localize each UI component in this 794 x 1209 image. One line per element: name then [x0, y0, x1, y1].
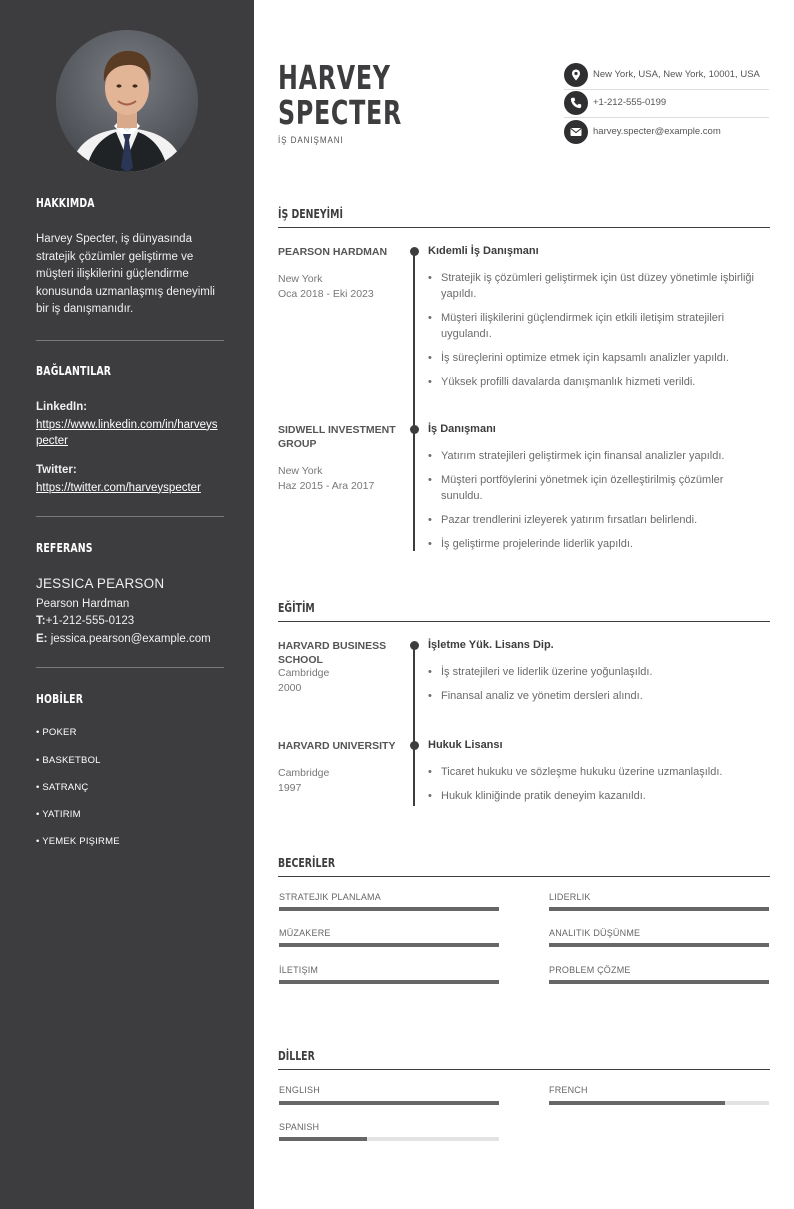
- avatar: [56, 30, 198, 172]
- twitter-block: [36, 462, 220, 496]
- education-bullet: • Ticaret hukuku ve sözleşme hukuku üzerine uzmanlaşıldı.: [428, 764, 758, 780]
- skill-label: İLETIŞIM: [279, 965, 319, 975]
- language-bar-fill: [279, 1101, 499, 1105]
- education-degree: İşletme Yük. Lisans Dip.: [428, 639, 554, 651]
- skill-bar: [549, 907, 769, 911]
- skill-bar-fill: [279, 980, 499, 984]
- education-bullet: • Hukuk kliniğinde pratik deneyim kazanıldı.: [428, 788, 758, 804]
- reference-block: [36, 575, 220, 648]
- education-location: Cambridge: [278, 767, 330, 779]
- experience-bullet: • Yüksek profilli davalarda danışmanlık hizmeti verildi.: [428, 374, 758, 390]
- hobby-item: • SATRANÇ: [36, 782, 89, 793]
- experience-role: İş Danışmanı: [428, 423, 496, 435]
- experience-location: New York: [278, 465, 323, 477]
- reference-company: Pearson Hardman: [36, 597, 130, 610]
- reference-email: jessica.pearson@example.com: [50, 632, 211, 645]
- language-label: ENGLISH: [279, 1085, 320, 1095]
- divider: [36, 667, 224, 668]
- skill-bar-fill: [279, 943, 499, 947]
- education-degree: Hukuk Lisansı: [428, 739, 503, 751]
- divider: [36, 340, 224, 341]
- linkedin-block: [36, 399, 220, 449]
- phone-icon: [564, 91, 588, 115]
- skill-label: STRATEJIK PLANLAMA: [279, 892, 381, 902]
- reference-phone: +1-212-555-0123: [45, 615, 135, 627]
- education-meta: [278, 766, 398, 796]
- experience-role: Kıdemli İş Danışmanı: [428, 245, 539, 257]
- first-name: HARVEY: [278, 58, 391, 97]
- education-bullet: • Finansal analiz ve yönetim dersleri alındı.: [428, 688, 758, 704]
- education-bullet: • İş stratejileri ve liderlik üzerine yoğunlaşıldı.: [428, 664, 758, 680]
- language-bar-fill: [279, 1137, 367, 1141]
- skill-bar: [549, 943, 769, 947]
- hobby-item: • YEMEK PIŞIRME: [36, 836, 120, 847]
- envelope-icon: [564, 120, 588, 144]
- language-bar-fill: [549, 1101, 725, 1105]
- timeline-dot: [410, 425, 419, 434]
- twitter-link[interactable]: https://twitter.com/harveyspecter: [36, 481, 201, 494]
- experience-meta: [278, 464, 398, 494]
- timeline-line: [413, 251, 415, 551]
- experience-bullet: • Stratejik iş çözümleri geliştirmek için üst düzey yönetimle işbirliği yapıldı.: [428, 270, 758, 302]
- contact-address: New York, USA, New York, 10001, USA: [593, 69, 760, 80]
- education-location: Cambridge: [278, 667, 330, 679]
- linkedin-link[interactable]: https://www.linkedin.com/in/harveyspecter: [36, 418, 218, 447]
- skill-bar-fill: [549, 980, 769, 984]
- skills-title: BECERİLER: [278, 856, 336, 870]
- divider: [36, 516, 224, 517]
- location-pin-icon: [564, 63, 588, 87]
- profile-photo: [56, 30, 198, 172]
- language-label: SPANISH: [279, 1122, 320, 1132]
- experience-bullet: • Müşteri portföylerini yönetmek için özelleştirilmiş çözümler sunuldu.: [428, 472, 758, 504]
- experience-location: New York: [278, 273, 323, 285]
- experience-dates: Oca 2018 - Eki 2023: [278, 288, 374, 300]
- language-label: FRENCH: [549, 1085, 588, 1095]
- experience-meta: [278, 272, 398, 302]
- skill-label: PROBLEM ÇÖZME: [549, 965, 631, 975]
- language-bar: [279, 1137, 499, 1141]
- experience-dates: Haz 2015 - Ara 2017: [278, 480, 375, 492]
- education-org: HARVARD UNIVERSITY: [278, 740, 396, 752]
- timeline-line: [413, 645, 415, 806]
- twitter-label: Twitter:: [36, 464, 77, 476]
- skill-bar: [549, 980, 769, 984]
- contact-email: harvey.specter@example.com: [593, 126, 721, 137]
- reference-title: REFERANS: [36, 541, 93, 555]
- skill-bar-fill: [279, 907, 499, 911]
- experience-bullet: • Müşteri ilişkilerini güçlendirmek için etkili iletişim stratejileri uygulandı.: [428, 310, 758, 342]
- skill-label: LIDERLIK: [549, 892, 591, 902]
- section-rule: [278, 227, 770, 228]
- experience-org: PEARSON HARDMAN: [278, 246, 388, 258]
- timeline-dot: [410, 641, 419, 650]
- education-meta: [278, 666, 398, 696]
- section-rule: [278, 1069, 770, 1070]
- reference-phone-label: T:: [36, 615, 46, 627]
- last-name: SPECTER: [278, 93, 402, 132]
- experience-title: İŞ DENEYİMİ: [278, 207, 343, 221]
- skill-bar-fill: [549, 907, 769, 911]
- experience-bullet: • Pazar trendlerini izleyerek yatırım fırsatları belirlendi.: [428, 512, 758, 528]
- hobby-item: • YATIRIM: [36, 809, 81, 820]
- experience-org: SIDWELL INVESTMENT GROUP: [278, 424, 396, 450]
- skill-bar-fill: [549, 943, 769, 947]
- reference-name: JESSICA PEARSON: [36, 576, 165, 591]
- experience-bullet: • Yatırım stratejileri geliştirmek için finansal analizler yapıldı.: [428, 448, 758, 464]
- language-bar: [279, 1101, 499, 1105]
- hobby-item: • POKER: [36, 727, 77, 738]
- reference-phone-row: [36, 613, 220, 631]
- experience-bullet: • İş geliştirme projelerinde liderlik yapıldı.: [428, 536, 758, 552]
- contact-phone-row: [564, 90, 769, 118]
- timeline-dot: [410, 741, 419, 750]
- skill-bar: [279, 907, 499, 911]
- reference-email-label: E:: [36, 632, 48, 645]
- links-title: BAĞLANTILAR: [36, 364, 112, 378]
- section-rule: [278, 621, 770, 622]
- about-text: Harvey Specter, iş dünyasında stratejik çözümler geliştirme ve müşteri ilişkilerini güçlendirme konusunda uzmanlaşmış deneyimli bir iş danışmanıdır.: [36, 233, 215, 315]
- hobbies-title: HOBİLER: [36, 692, 84, 706]
- skill-bar: [279, 943, 499, 947]
- education-dates: 2000: [278, 682, 302, 694]
- about-title: HAKKIMDA: [36, 196, 95, 210]
- experience-bullet: • İş süreçlerini optimize etmek için kapsamlı analizler yapıldı.: [428, 350, 758, 366]
- skill-label: ANALITIK DÜŞÜNME: [549, 928, 641, 938]
- reference-email-row: [36, 631, 220, 649]
- education-dates: 1997: [278, 782, 302, 794]
- language-bar: [549, 1101, 769, 1105]
- skill-bar: [279, 980, 499, 984]
- education-title: EĞİTİM: [278, 601, 315, 615]
- skill-label: MÜZAKERE: [279, 928, 331, 938]
- sidebar: [0, 0, 254, 1209]
- languages-title: DİLLER: [278, 1049, 315, 1063]
- section-rule: [278, 876, 770, 877]
- contact-email-row: [564, 119, 769, 147]
- contact-address-row: [564, 62, 769, 90]
- job-title: İŞ DANIŞMANI: [278, 135, 344, 145]
- hobby-item: • BASKETBOL: [36, 755, 101, 766]
- education-org: HARVARD BUSINESS SCHOOL: [278, 640, 387, 666]
- contact-phone: +1-212-555-0199: [593, 97, 667, 108]
- timeline-dot: [410, 247, 419, 256]
- linkedin-label: LinkedIn:: [36, 401, 88, 413]
